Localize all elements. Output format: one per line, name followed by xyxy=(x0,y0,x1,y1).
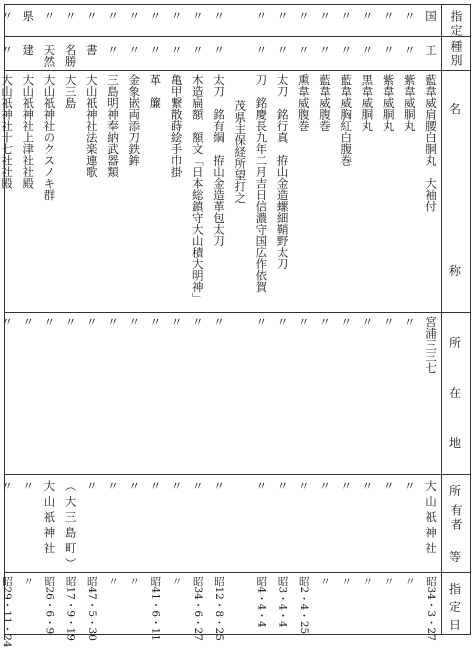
cell-shubetsu: 名勝 xyxy=(63,44,78,67)
cell-name: 藍韋威腹巻 xyxy=(318,74,332,132)
header-shozaichi-1: 所 xyxy=(449,336,462,350)
cell-name: 革 簾 xyxy=(148,74,163,109)
cell-name: 藍韋威胸紅白腹巻 xyxy=(339,74,354,166)
cell-name-continued: 茂県主保経所望打之 xyxy=(233,100,248,204)
cell-shubetsu: 〃 xyxy=(360,44,375,56)
cell-name: 大山祇神社のクスノキ群 xyxy=(42,74,57,201)
cell-owner: 〃 xyxy=(212,480,226,492)
cell-shitei: 〃 xyxy=(402,10,417,22)
cell-shubetsu: 工 xyxy=(424,44,438,56)
cell-shubetsu: 〃 xyxy=(127,44,142,56)
cell-shitei: 〃 xyxy=(0,10,14,22)
cell-date: 昭29・11・24 xyxy=(1,576,13,648)
cell-shubetsu: 〃 xyxy=(148,44,163,56)
cell-owner: 〃 xyxy=(190,480,205,492)
cell-name: 亀甲繋散蒔絵手巾掛 xyxy=(169,74,184,178)
cell-name: 黒韋威胴丸 xyxy=(360,74,375,132)
cell-owner: 〃 xyxy=(339,480,354,492)
cell-location: 〃 xyxy=(190,316,205,328)
cell-name: 熏韋威腹巻 xyxy=(296,74,311,132)
cell-location: 〃 xyxy=(84,316,99,328)
cell-shitei: 〃 xyxy=(339,10,354,22)
cell-location: 〃 xyxy=(106,316,120,328)
cell-location: 〃 xyxy=(0,316,14,328)
cell-owner: 〃 xyxy=(169,480,184,492)
header-shiteibi-3: 日 xyxy=(449,618,462,632)
cell-name: 大山祇神社十七社社殿 xyxy=(0,74,14,189)
cell-shubetsu: 〃 xyxy=(318,44,332,56)
cell-owner: 〃 xyxy=(0,480,14,492)
cell-shitei: 県 xyxy=(21,10,36,22)
cell-owner: 〃 xyxy=(254,480,269,492)
cell-name: 大山祇神社法楽連歌 xyxy=(84,74,99,178)
cell-shitei: 〃 xyxy=(318,10,332,22)
cell-location: 〃 xyxy=(212,316,226,328)
header-shoyusha-2: 有者 xyxy=(449,504,463,532)
cell-location: 〃 xyxy=(127,316,142,328)
cell-date: 〃 xyxy=(319,576,331,587)
cell-location: 〃 xyxy=(21,316,36,328)
cell-location: 〃 xyxy=(63,316,78,328)
cell-shitei: 〃 xyxy=(254,10,269,22)
cell-owner: 大山祇神社 xyxy=(424,480,438,558)
cell-shubetsu: 書 xyxy=(84,44,99,56)
cell-owner: 大山祇神社 xyxy=(42,480,57,558)
row-divider xyxy=(4,36,471,37)
cell-name: 藍韋威肩腰白胴丸 大袖付 xyxy=(424,74,438,212)
cell-shitei: 国 xyxy=(424,10,438,22)
cell-location: 〃 xyxy=(296,316,311,328)
cell-location: 〃 xyxy=(381,316,396,328)
cell-name: 太刀 銘有綱 拵山金造革包太刀 xyxy=(212,74,226,247)
cell-date: 昭4・4・4 xyxy=(255,576,268,628)
cell-name: 木造扁額 額文「日本総鎮守大山積大明神」 xyxy=(190,74,205,304)
cell-name: 大三島 xyxy=(63,74,78,109)
header-shitei: 指定 xyxy=(449,10,463,38)
cell-shitei: 〃 xyxy=(190,10,205,22)
cell-date: 昭17・9・19 xyxy=(64,576,77,641)
cell-date: 〃 xyxy=(361,576,374,587)
table-border-top xyxy=(4,4,471,5)
cell-owner: （大三島町） xyxy=(63,480,78,573)
header-meisho-1: 名 xyxy=(449,102,462,116)
cell-date: 〃 xyxy=(403,576,416,587)
header-shiteibi-1: 指 xyxy=(449,582,462,596)
cell-shubetsu: 〃 xyxy=(339,44,354,56)
cell-shitei: 〃 xyxy=(296,10,311,22)
cell-shubetsu: 〃 xyxy=(381,44,396,56)
cell-shubetsu: 天然 xyxy=(42,44,57,67)
cell-date: 〃 xyxy=(170,576,183,587)
row-divider xyxy=(4,70,471,71)
cell-name: 紫韋威胴丸 xyxy=(381,74,396,132)
cell-location: 〃 xyxy=(360,316,375,328)
cell-date: 〃 xyxy=(22,576,35,587)
cell-owner: 〃 xyxy=(318,480,332,492)
cell-shubetsu: 〃 xyxy=(402,44,417,56)
cell-owner: 〃 xyxy=(275,480,290,492)
cell-shitei: 〃 xyxy=(148,10,163,22)
cell-shitei: 〃 xyxy=(84,10,99,22)
cell-date: 〃 xyxy=(107,576,119,587)
cell-shitei: 〃 xyxy=(127,10,142,22)
cell-shubetsu: 〃 xyxy=(190,44,205,56)
cell-shitei: 〃 xyxy=(381,10,396,22)
cell-location: 〃 xyxy=(275,316,290,328)
header-meisho-2: 称 xyxy=(449,264,462,278)
cell-name: 三島明神奉納武器類 xyxy=(106,74,120,178)
cell-shubetsu: 〃 xyxy=(169,44,184,56)
cell-date: 昭34・6・27 xyxy=(191,576,204,641)
cell-owner: 〃 xyxy=(360,480,375,492)
cell-name: 刀 銘慶長九年二月吉日信濃守国広作依賀 xyxy=(254,74,269,293)
header-shoyusha-3: 等 xyxy=(449,550,462,564)
cell-owner: 〃 xyxy=(402,480,417,492)
cell-date: 〃 xyxy=(340,576,353,587)
cell-location: 〃 xyxy=(339,316,354,328)
cell-shitei: 〃 xyxy=(275,10,290,22)
cell-owner: 〃 xyxy=(106,480,120,492)
cell-location: 宮浦三三七 xyxy=(424,316,438,374)
header-shiteibi-2: 定 xyxy=(449,600,462,614)
cell-shitei: 〃 xyxy=(360,10,375,22)
header-shozaichi-3: 地 xyxy=(449,436,462,450)
header-shozaichi-2: 在 xyxy=(449,386,462,400)
cell-shubetsu: 〃 xyxy=(106,44,120,56)
header-shubetsu: 種別 xyxy=(449,40,463,68)
header-shoyusha-1: 所 xyxy=(449,484,462,498)
cell-location: 〃 xyxy=(42,316,57,328)
row-divider xyxy=(4,474,471,475)
cell-owner: 〃 xyxy=(148,480,163,492)
cell-date: 昭26・6・9 xyxy=(43,576,56,635)
cell-shubetsu: 〃 xyxy=(296,44,311,56)
cell-date: 昭12・8・25 xyxy=(213,576,225,641)
cell-date: 〃 xyxy=(128,576,141,587)
cell-shubetsu: 〃 xyxy=(254,44,269,56)
cell-shitei: 〃 xyxy=(106,10,120,22)
cell-owner: 〃 xyxy=(296,480,311,492)
cell-owner: 〃 xyxy=(84,480,99,492)
cell-name: 金象嵌両添刀鉄鉾 xyxy=(127,74,142,166)
row-divider xyxy=(4,312,471,313)
header-column-divider xyxy=(441,4,442,635)
cell-location: 〃 xyxy=(318,316,332,328)
cell-name: 紫韋威胴丸 xyxy=(402,74,417,132)
cell-date: 昭2・4・25 xyxy=(297,576,310,635)
cell-date: 昭41・6・11 xyxy=(149,576,162,641)
cell-name: 大山祇神社上津社社殿 xyxy=(21,74,36,189)
cell-date: 昭3・4・4 xyxy=(276,576,289,628)
cell-shitei: 〃 xyxy=(42,10,57,22)
cell-owner: 〃 xyxy=(127,480,142,492)
cell-name: 太刀 銘行真 拵山金造螺細鞘野太刀 xyxy=(275,74,290,270)
cell-owner: 〃 xyxy=(21,480,36,492)
cell-shitei: 〃 xyxy=(63,10,78,22)
cell-shitei: 〃 xyxy=(169,10,184,22)
cell-shubetsu: 〃 xyxy=(212,44,226,56)
cell-location: 〃 xyxy=(169,316,184,328)
table-border-right xyxy=(470,4,471,635)
cell-location: 〃 xyxy=(402,316,417,328)
cell-location: 〃 xyxy=(254,316,269,328)
cell-date: 〃 xyxy=(382,576,395,587)
cell-shubetsu: 〃 xyxy=(275,44,290,56)
cell-shitei: 〃 xyxy=(212,10,226,22)
cell-date: 昭47・5・30 xyxy=(85,576,98,641)
cell-shubetsu: 建 xyxy=(21,44,36,56)
cell-shubetsu: 〃 xyxy=(0,44,14,56)
designation-table xyxy=(0,4,471,648)
cell-date: 昭34・3・27 xyxy=(425,576,437,641)
cell-owner: 〃 xyxy=(381,480,396,492)
cell-location: 〃 xyxy=(148,316,163,328)
